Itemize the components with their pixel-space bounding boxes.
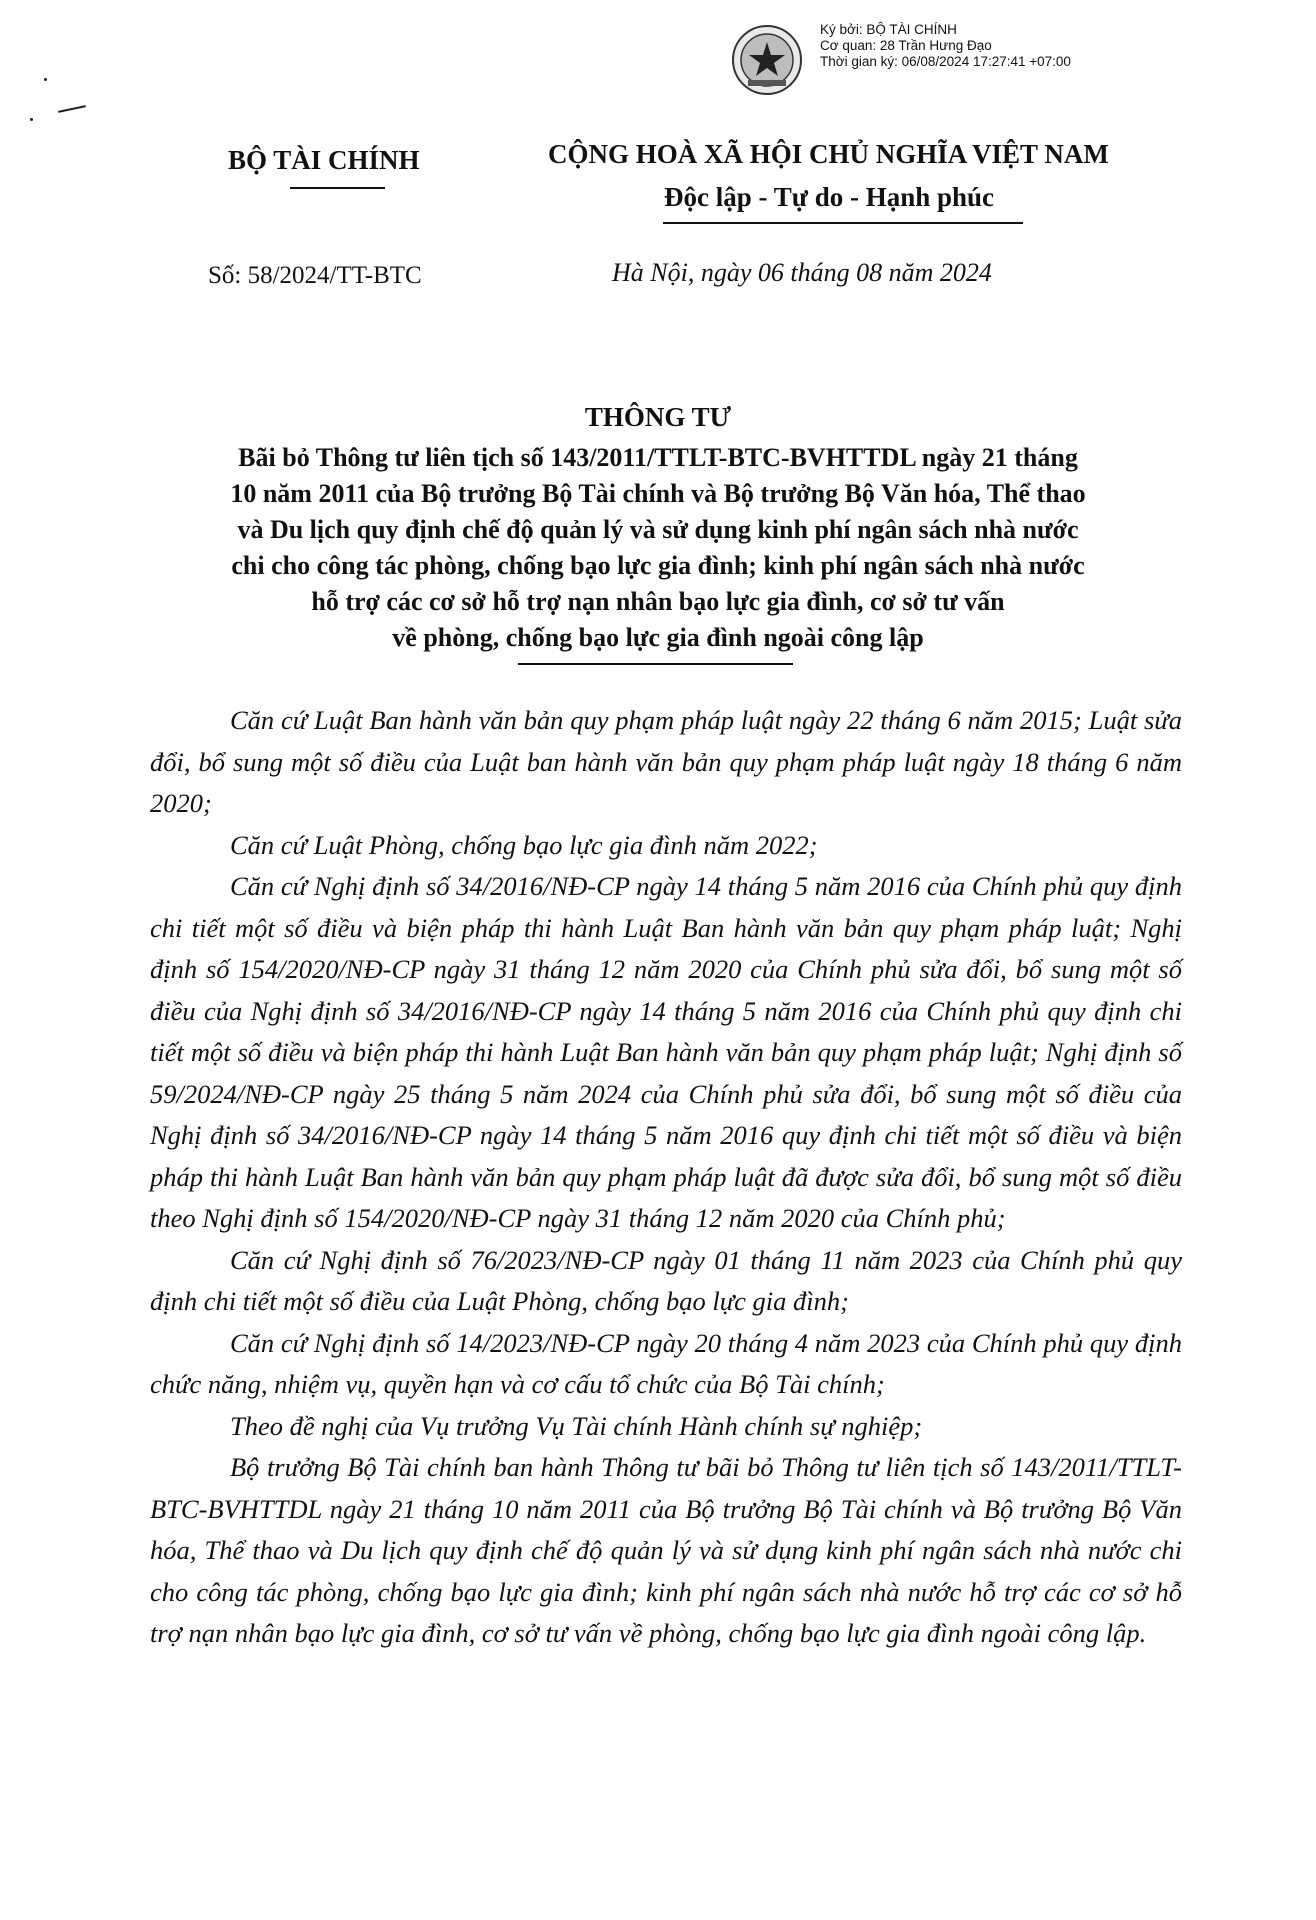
motto-underline xyxy=(663,222,1023,224)
document-number: Số: 58/2024/TT-BTC xyxy=(208,262,422,289)
subtitle-line: chi cho công tác phòng, chống bạo lực gia đình; kinh phí ngân sách nhà nước xyxy=(231,551,1085,580)
body-paragraph: Căn cứ Luật Phòng, chống bạo lực gia đình năm 2022; xyxy=(230,829,818,860)
body-paragraph: Bộ trưởng Bộ Tài chính ban hành Thông tư bãi bỏ Thông tư liên tịch số 143/2011/TTLT-BTC-BVHTTDL ngày 21 tháng 10 năm 2011 của Bộ trưởng Bộ Tài chính và Bộ trưởng Bộ Văn hóa, Thể thao và Du lịch quy định chế độ quản lý và sử dụng kinh phí ngân sách nhà nước chi cho công tác phòng, chống bạo lực gia đình; kinh phí ngân sách nhà nước hỗ trợ các cơ sở hỗ trợ nạn nhân bạo lực gia đình, cơ sở tư vấn về phòng, chống bạo lực gia đình ngoài công lập. xyxy=(150,1452,1182,1648)
national-emblem-icon xyxy=(730,22,804,98)
body-paragraph: Theo đề nghị của Vụ trưởng Vụ Tài chính Hành chính sự nghiệp; xyxy=(230,1410,923,1441)
issuer-underline xyxy=(290,187,385,189)
body-paragraph: Căn cứ Nghị định số 34/2016/NĐ-CP ngày 14 tháng 5 năm 2016 của Chính phủ quy định chi tiết một số điều và biện pháp thi hành Luật Ban hành văn bản quy phạm pháp luật; Nghị định số 154/2020/NĐ-CP ngày 31 tháng 12 năm 2020 của Chính phủ sửa đổi, bổ sung một số điều của Nghị định số 34/2016/NĐ-CP ngày 14 tháng 5 năm 2016 của Chính phủ quy định chi tiết một số điều và biện pháp thi hành Luật Ban hành văn bản quy phạm pháp luật; Nghị định số 59/2024/NĐ-CP ngày 25 tháng 5 năm 2024 của Chính phủ sửa đổi, bổ sung một số điều của Nghị định số 34/2016/NĐ-CP ngày 14 tháng 5 năm 2016 quy định chi tiết một số điều và biện pháp thi hành Luật Ban hành văn bản quy phạm pháp luật đã được sửa đổi, bổ sung một số điều theo Nghị định số 154/2020/NĐ-CP ngày 31 tháng 12 năm 2020 của Chính phủ; xyxy=(150,871,1182,1233)
document-subtitle xyxy=(130,440,1186,656)
signature-agency: Cơ quan: 28 Trần Hưng Đạo xyxy=(820,38,992,53)
subtitle-line: hỗ trợ các cơ sở hỗ trợ nạn nhân bạo lực gia đình, cơ sở tư vấn xyxy=(311,587,1005,616)
subtitle-line: về phòng, chống bạo lực gia đình ngoài công lập xyxy=(392,623,924,652)
subtitle-line: Bãi bỏ Thông tư liên tịch số 143/2011/TTLT-BTC-BVHTTDL ngày 21 tháng xyxy=(238,443,1078,472)
title-underline xyxy=(518,663,793,665)
scan-mark xyxy=(58,105,86,113)
motto: Độc lập - Tự do - Hạnh phúc xyxy=(664,182,995,212)
body-paragraph: Căn cứ Nghị định số 14/2023/NĐ-CP ngày 20 tháng 4 năm 2023 của Chính phủ quy định chức năng, nhiệm vụ, quyền hạn và cơ cấu tổ chức của Bộ Tài chính; xyxy=(150,1327,1182,1399)
document-title: THÔNG TƯ xyxy=(584,402,732,432)
place-date: Hà Nội, ngày 06 tháng 08 năm 2024 xyxy=(612,258,992,287)
country-line: CỘNG HOÀ XÃ HỘI CHỦ NGHĨA VIỆT NAM xyxy=(548,139,1109,169)
document-body xyxy=(150,700,1182,1655)
subtitle-line: và Du lịch quy định chế độ quản lý và sử dụng kinh phí ngân sách nhà nước xyxy=(237,515,1079,544)
subtitle-line: 10 năm 2011 của Bộ trưởng Bộ Tài chính và Bộ trưởng Bộ Văn hóa, Thể thao xyxy=(230,479,1086,508)
signature-signer: Ký bởi: BỘ TÀI CHÍNH xyxy=(820,22,957,37)
scan-speck xyxy=(44,78,47,81)
scan-speck xyxy=(30,118,33,121)
body-paragraph: Căn cứ Nghị định số 76/2023/NĐ-CP ngày 01 tháng 11 năm 2023 của Chính phủ quy định chi tiết một số điều của Luật Phòng, chống bạo lực gia đình; xyxy=(150,1244,1182,1316)
body-paragraph: Căn cứ Luật Ban hành văn bản quy phạm pháp luật ngày 22 tháng 6 năm 2015; Luật sửa đổi, bổ sung một số điều của Luật ban hành văn bản quy phạm pháp luật ngày 18 tháng 6 năm 2020; xyxy=(150,705,1182,818)
signature-time: Thời gian ký: 06/08/2024 17:27:41 +07:00 xyxy=(820,54,1071,69)
issuer-name: BỘ TÀI CHÍNH xyxy=(228,145,420,175)
